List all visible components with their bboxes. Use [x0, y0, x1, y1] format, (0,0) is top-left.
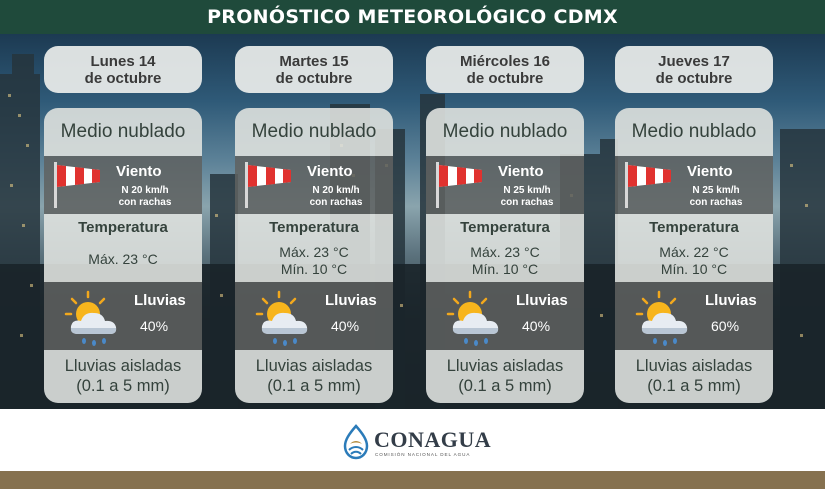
logo-name: CONAGUA [374, 427, 492, 452]
windsock-icon [625, 162, 675, 208]
temperature-label: Temperatura [269, 219, 359, 236]
rain-probability: 40% [331, 318, 360, 334]
wind-label: Viento [687, 163, 733, 180]
rain-label: Lluvias [516, 292, 568, 309]
temperature-min: Mín. 10 °C [471, 261, 539, 277]
temperature-min: Mín. 10 °C [660, 261, 728, 277]
rain-label: Lluvias [325, 292, 377, 309]
partly-cloudy-rain-icon [255, 290, 317, 348]
rain-amount-section [44, 350, 202, 403]
rain-amount: (0.1 a 5 mm) [76, 377, 170, 395]
rain-section [615, 282, 773, 350]
rain-label: Lluvias [134, 292, 186, 309]
logo-subtitle: COMISIÓN NACIONAL DEL AGUA [375, 452, 471, 457]
temperature-section [44, 214, 202, 282]
date-label: Miércoles 16 de octubre [426, 46, 584, 93]
rain-amount-section [235, 350, 393, 403]
rain-amount: (0.1 a 5 mm) [458, 377, 552, 395]
temperature-label: Temperatura [78, 219, 168, 236]
rain-label: Lluvias [705, 292, 757, 309]
date-label: Martes 15 de octubre [235, 46, 393, 93]
windsock-icon [54, 162, 104, 208]
temperature-max: Máx. 22 °C [659, 244, 729, 260]
rain-type: Lluvias aisladas [64, 357, 182, 375]
temperature-section [235, 214, 393, 282]
condition-text: Medio nublado [615, 108, 773, 156]
wind-section [426, 156, 584, 214]
conagua-logo-icon [341, 424, 371, 460]
temperature-section [426, 214, 584, 282]
rain-probability: 40% [140, 318, 169, 334]
temperature-max: Máx. 23 °C [88, 251, 158, 267]
wind-speed: N 25 km/h con rachas [500, 185, 554, 208]
wind-section [235, 156, 393, 214]
forecast-panel [235, 108, 393, 403]
temperature-section [615, 214, 773, 282]
rain-amount-section [426, 350, 584, 403]
temperature-label: Temperatura [649, 219, 739, 236]
windsock-icon [436, 162, 486, 208]
rain-section [235, 282, 393, 350]
date-label: Lunes 14 de octubre [44, 46, 202, 93]
partly-cloudy-rain-icon [635, 290, 697, 348]
date-label: Jueves 17 de octubre [615, 46, 773, 93]
rain-amount: (0.1 a 5 mm) [647, 377, 741, 395]
condition-text: Medio nublado [44, 108, 202, 156]
temperature-max: Máx. 23 °C [470, 244, 540, 260]
forecast-panel [44, 108, 202, 403]
rain-section [44, 282, 202, 350]
wind-section [615, 156, 773, 214]
temperature-label: Temperatura [460, 219, 550, 236]
rain-probability: 60% [711, 318, 740, 334]
wind-speed: N 25 km/h con rachas [689, 185, 743, 208]
rain-amount-section [615, 350, 773, 403]
temperature-max: Máx. 23 °C [279, 244, 349, 260]
wind-label: Viento [307, 163, 353, 180]
rain-probability: 40% [522, 318, 551, 334]
footer [0, 409, 825, 471]
rain-type: Lluvias aisladas [635, 357, 753, 375]
wind-speed: N 20 km/h con rachas [118, 185, 172, 208]
rain-type: Lluvias aisladas [446, 357, 564, 375]
condition-text: Medio nublado [235, 108, 393, 156]
rain-type: Lluvias aisladas [255, 357, 373, 375]
forecast-panel [615, 108, 773, 403]
condition-text: Medio nublado [426, 108, 584, 156]
wind-label: Viento [498, 163, 544, 180]
windsock-icon [245, 162, 295, 208]
page-title: PRONÓSTICO METEOROLÓGICO CDMX [0, 0, 825, 34]
rain-section [426, 282, 584, 350]
wind-speed: N 20 km/h con rachas [309, 185, 363, 208]
wind-section [44, 156, 202, 214]
bottom-bar [0, 471, 825, 489]
forecast-panel [426, 108, 584, 403]
partly-cloudy-rain-icon [446, 290, 508, 348]
wind-label: Viento [116, 163, 162, 180]
rain-amount: (0.1 a 5 mm) [267, 377, 361, 395]
partly-cloudy-rain-icon [64, 290, 126, 348]
temperature-min: Mín. 10 °C [280, 261, 348, 277]
